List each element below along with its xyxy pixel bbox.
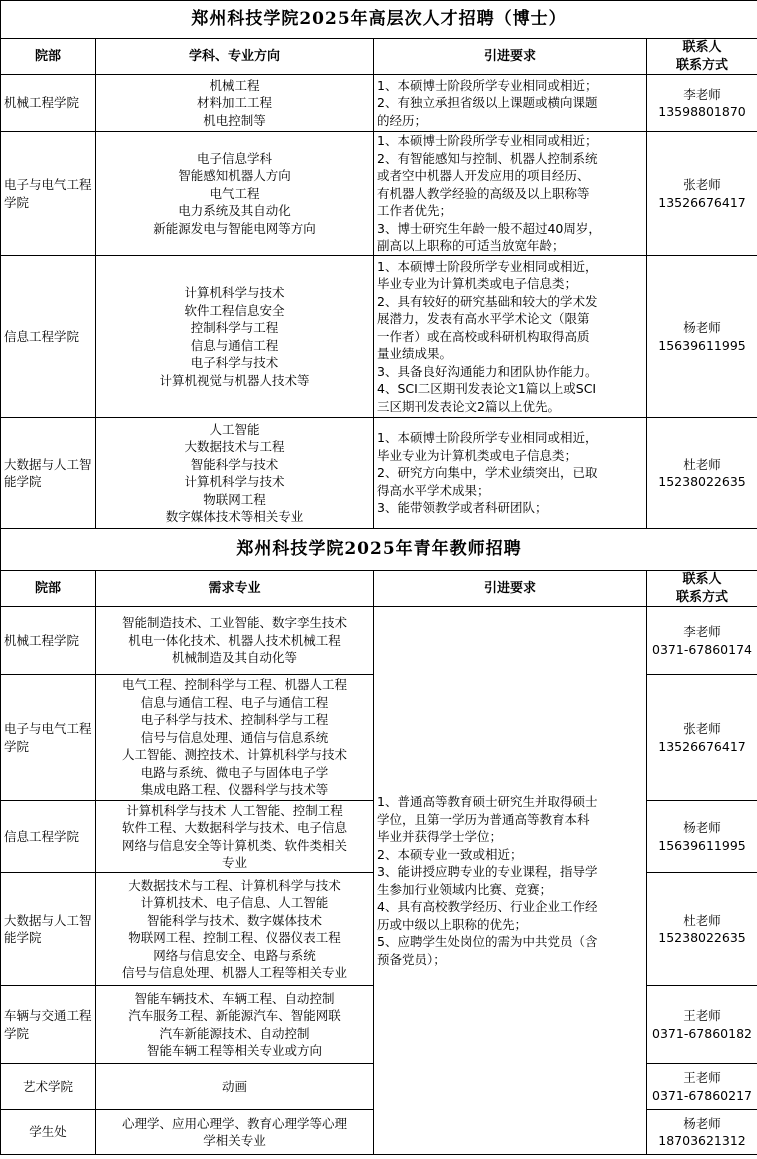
requirement-line: 预备党员）； [377, 951, 446, 967]
major-line: 信息与通信工程 [190, 337, 279, 353]
contact-name: 杨老师 [683, 1115, 721, 1131]
major-line: 网络与信息安全、电路与系统 [153, 947, 316, 963]
major-line: 计算机科学与技术 人工智能、控制工程 [126, 802, 343, 818]
requirements-cell [374, 607, 647, 1155]
majors-cell [96, 1110, 374, 1155]
dept-cell: 艺术学院 [1, 1064, 96, 1110]
dept-cell: 信息工程学院 [1, 801, 96, 873]
header-row [1, 571, 757, 607]
major-line: 汽车新能源技术、自动控制 [159, 1025, 310, 1041]
major-line: 控制科学与工程 [190, 320, 279, 335]
majors-cell [96, 607, 374, 675]
contact-phone: 15238022635 [658, 930, 746, 945]
major-line: 智能车辆技术、车辆工程、自动控制 [134, 990, 335, 1006]
majors-cell [96, 986, 374, 1064]
contact-cell [647, 675, 757, 801]
requirements-cell [374, 132, 647, 256]
header-phone: 联系方式 [676, 589, 729, 605]
header-row [1, 39, 757, 75]
majors-cell [96, 1064, 374, 1110]
majors-cell [96, 801, 374, 873]
major-line: 大数据技术与工程、计算机科学与技术 [128, 877, 341, 893]
contact-cell [647, 801, 757, 873]
requirement-line: 的经历； [377, 112, 428, 128]
header-cell: 需求专业 [96, 571, 374, 607]
requirement-line: 3、具备良好沟通能力和团队协作能力。 [377, 363, 598, 379]
requirement-line: 2、具有较好的研究基础和较大的学术发 [377, 293, 598, 309]
contact-name: 李老师 [683, 624, 721, 639]
dept-cell: 机械工程学院 [1, 607, 96, 675]
major-line: 信号与信息处理、通信与信息系统 [140, 729, 329, 745]
header-cell: 引进要求 [374, 39, 647, 75]
contact-name: 杨老师 [683, 320, 721, 335]
table-row [1, 132, 757, 256]
major-line: 物联网工程、控制工程、仪器仪表工程 [128, 930, 341, 945]
contact-phone: 0371-67860182 [652, 1025, 752, 1041]
major-line: 计算机科学与技术 [184, 474, 285, 489]
major-line: 大数据技术与工程 [184, 439, 285, 454]
major-line: 计算机技术、电子信息、人工智能 [140, 895, 329, 910]
requirement-line: 副高以上职称的可适当放宽年龄； [377, 238, 565, 254]
requirement-line: 量业绩成果。 [377, 346, 453, 362]
requirement-line: 有机器人教学经验的高级及以上职称等 [377, 185, 590, 201]
contact-phone: 15639611995 [658, 837, 746, 853]
table-row [1, 75, 757, 132]
contact-cell [647, 132, 757, 256]
contact-phone: 13598801870 [658, 104, 746, 119]
section-title-row [1, 529, 757, 571]
major-line: 计算机视觉与机器人技术等 [159, 372, 310, 388]
contact-name: 张老师 [683, 721, 721, 736]
requirement-line: 三区期刊发表论文2篇以上优先。 [377, 398, 560, 414]
contact-phone: 13526676417 [658, 194, 746, 210]
contact-cell [647, 1110, 757, 1155]
major-line: 信息与通信工程、电子与通信工程 [140, 694, 329, 710]
header-cell: 引进要求 [374, 571, 647, 607]
table-row [1, 256, 757, 418]
header-cell: 院部 [1, 39, 96, 75]
major-line: 电气工程 [209, 185, 260, 201]
requirement-line: 4、SCI二区期刊发表论文1篇以上或SCI [377, 381, 597, 397]
requirement-line: 一作者）或在高校或科研机构取得高质 [377, 328, 590, 344]
major-line: 网络与信息安全等计算机类、软件类相关 [121, 837, 347, 853]
dept-cell: 电子与电气工程学院 [1, 132, 96, 256]
requirement-line: 历或中级以上职称的优先； [377, 916, 528, 932]
major-line: 智能科学与技术、数字媒体技术 [146, 912, 322, 928]
contact-phone: 15238022635 [658, 474, 746, 489]
requirement-line: 工作者优先； [377, 203, 453, 219]
major-line: 材料加工工程 [196, 95, 272, 111]
section-title-row [1, 1, 757, 39]
requirements-cell [374, 418, 647, 529]
requirement-line: 毕业并获得学士学位； [377, 829, 503, 844]
major-line: 学相关专业 [203, 1133, 266, 1148]
requirement-line: 1、本硕博士阶段所学专业相同或相近， [377, 258, 598, 274]
major-line: 信号与信息处理、机器人工程等相关专业 [121, 965, 347, 980]
header-cell: 院部 [1, 571, 96, 607]
contact-phone: 13526676417 [658, 738, 746, 754]
majors-cell [96, 132, 374, 256]
table-row [1, 607, 757, 675]
requirement-line: 1、普通高等教育硕士研究生并取得硕士 [377, 794, 598, 809]
header-cell-contact [647, 571, 757, 607]
major-line: 电力系统及其自动化 [178, 203, 291, 219]
major-line: 机电一体化技术、机器人技术机械工程 [128, 632, 341, 648]
major-line: 智能科学与技术 [190, 456, 279, 472]
major-line: 新能源发电与智能电网等方向 [153, 220, 316, 236]
requirement-line: 2、有智能感知与控制、机器人控制系统 [377, 150, 598, 166]
contact-name: 王老师 [683, 1008, 721, 1023]
requirement-line: 2、本硕专业一致或相近； [377, 846, 523, 862]
section-title: 郑州科技学院2025年青年教师招聘 [1, 529, 757, 571]
major-line: 物联网工程 [203, 491, 266, 507]
major-line: 电路与系统、微电子与固体电子学 [140, 764, 329, 780]
requirement-line: 1、本硕博士阶段所学专业相同或相近， [377, 430, 598, 446]
major-line: 软件工程信息安全 [184, 302, 285, 318]
contact-cell [647, 986, 757, 1064]
contact-name: 杜老师 [683, 912, 721, 928]
header-cell-contact [647, 39, 757, 75]
requirement-line: 5、应聘学生处岗位的需为中共党员（含 [377, 934, 598, 949]
major-line: 电子信息学科 [196, 150, 272, 166]
contact-name: 张老师 [683, 177, 721, 192]
requirement-line: 生参加行业领域内比赛、竞赛； [377, 881, 553, 897]
major-line: 智能车辆工程等相关专业或方向 [146, 1043, 322, 1058]
contact-cell [647, 1064, 757, 1110]
requirement-line: 3、能带领教学或者科研团队； [377, 500, 548, 516]
major-line: 人工智能 [209, 421, 260, 437]
contact-phone: 18703621312 [658, 1133, 746, 1148]
requirement-line: 展潜力，发表有高水平学术论文（限第 [377, 311, 590, 327]
major-line: 智能感知机器人方向 [178, 168, 291, 184]
header-cell: 学科、专业方向 [96, 39, 374, 75]
major-line: 人工智能、测控技术、计算机科学与技术 [121, 747, 347, 763]
dept-cell: 机械工程学院 [1, 75, 96, 132]
dept-cell: 电子与电气工程学院 [1, 675, 96, 801]
requirement-line: 4、具有高校教学经历、行业企业工作经 [377, 899, 598, 914]
majors-cell [96, 418, 374, 529]
requirement-line: 2、有独立承担省级以上课题或横向课题 [377, 95, 598, 111]
major-line: 动画 [221, 1078, 247, 1094]
contact-cell [647, 418, 757, 529]
major-line: 数字媒体技术等相关专业 [165, 509, 304, 524]
requirement-line: 3、博士研究生年龄一般不超过40周岁， [377, 220, 601, 236]
requirements-cell [374, 75, 647, 132]
major-line: 专业 [221, 855, 247, 870]
majors-cell [96, 75, 374, 132]
header-contact: 联系人 [682, 572, 722, 587]
dept-cell: 学生处 [1, 1110, 96, 1155]
requirement-line: 毕业专业为计算机类或电子信息类； [377, 447, 578, 463]
major-line: 机电控制等 [203, 112, 266, 128]
majors-cell [96, 873, 374, 986]
contact-name: 杜老师 [683, 456, 721, 472]
contact-name: 李老师 [683, 86, 721, 102]
contact-cell [647, 75, 757, 132]
contact-name: 王老师 [683, 1070, 721, 1085]
header-phone: 联系方式 [676, 57, 729, 73]
major-line: 电子科学与技术 [190, 355, 279, 370]
contact-cell [647, 256, 757, 418]
requirements-cell [374, 256, 647, 418]
dept-cell: 车辆与交通工程学院 [1, 986, 96, 1064]
requirement-line: 2、研究方向集中，学术业绩突出，已取 [377, 465, 598, 481]
requirement-line: 学位，且第一学历为普通高等教育本科 [377, 811, 590, 827]
dept-cell: 大数据与人工智能学院 [1, 873, 96, 986]
requirement-line: 得高水平学术成果； [377, 482, 490, 498]
major-line: 电子科学与技术、控制科学与工程 [140, 712, 329, 728]
dept-cell: 大数据与人工智能学院 [1, 418, 96, 529]
major-line: 汽车服务工程、新能源汽车、智能网联 [128, 1008, 341, 1023]
table-row [1, 418, 757, 529]
major-line: 机械制造及其自动化等 [171, 650, 297, 666]
contact-phone: 0371-67860217 [652, 1087, 752, 1103]
requirement-line: 1、本硕博士阶段所学专业相同或相近； [377, 133, 598, 149]
requirement-line: 1、本硕博士阶段所学专业相同或相近； [377, 77, 598, 93]
majors-cell [96, 256, 374, 418]
contact-phone: 0371-67860174 [652, 641, 752, 657]
major-line: 集成电路工程、仪器科学与技术等 [140, 782, 329, 798]
requirement-line: 或者空中机器人开发应用的项目经历、 [377, 168, 590, 184]
dept-cell: 信息工程学院 [1, 256, 96, 418]
major-line: 机械工程 [209, 77, 260, 93]
major-line: 智能制造技术、工业智能、数字孪生技术 [121, 615, 347, 631]
contact-name: 杨老师 [683, 820, 721, 835]
contact-cell [647, 873, 757, 986]
header-contact: 联系人 [682, 40, 722, 55]
section-title: 郑州科技学院2025年高层次人才招聘（博士） [1, 1, 757, 39]
requirement-line: 毕业专业为计算机类或电子信息类； [377, 276, 578, 292]
major-line: 心理学、应用心理学、教育心理学等心理 [121, 1115, 347, 1131]
major-line: 软件工程、大数据科学与技术、电子信息 [121, 820, 347, 835]
major-line: 电气工程、控制科学与工程、机器人工程 [121, 677, 347, 693]
contact-phone: 15639611995 [658, 337, 746, 353]
contact-cell [647, 607, 757, 675]
major-line: 计算机科学与技术 [184, 285, 285, 300]
requirement-line: 3、能讲授应聘专业的专业课程，指导学 [377, 864, 598, 879]
majors-cell [96, 675, 374, 801]
